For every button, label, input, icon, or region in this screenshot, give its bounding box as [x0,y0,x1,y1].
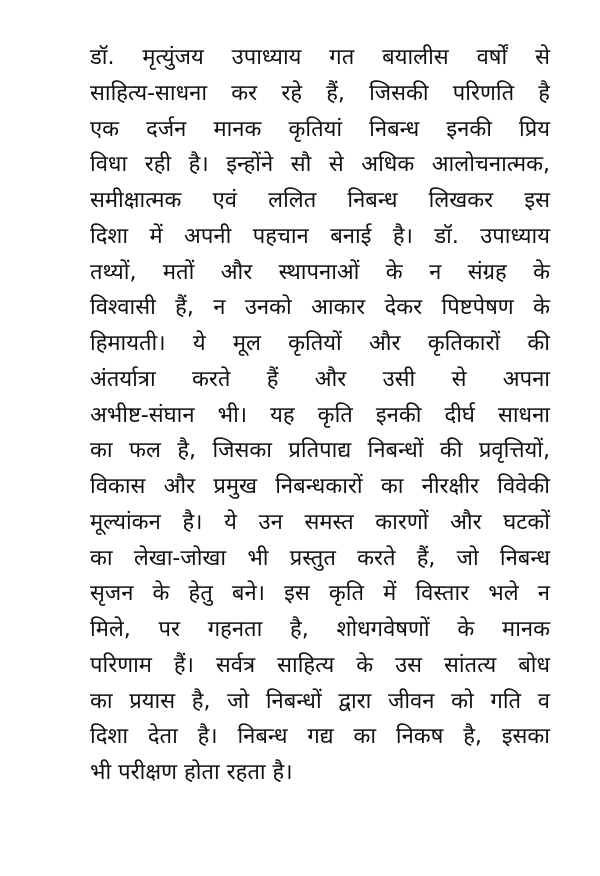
text-line: एक दर्जन मानक कृतियां निबन्ध इनकी प्रिय [90,116,550,142]
text-line: मिले, पर गहनता है, शोधगवेषणों के मानक [90,617,550,642]
text-line: समीक्षात्मक एवं ललित निबन्ध लिखकर इस [90,188,550,213]
text-line: परिणाम हैं। सर्वत्र साहित्य के उस सांतत्य बोध [90,652,550,678]
text-line: हिमायती। ये मूल कृतियों और कृतिकारों की [90,331,550,356]
text-line: साहित्य-साधना कर रहे हैं, जिसकी परिणति है [90,80,550,106]
text-line: विश्वासी हैं, न उनको आकार देकर पिष्टपेषण के [90,295,550,321]
text-line: का लेखा-जोखा भी प्रस्तुत करते हैं, जो निबन्ध [90,545,550,571]
text-line: सृजन के हेतु बने। इस कृति में विस्तार भले न [90,581,550,607]
text-line: भी परीक्षण होता रहता है। [90,760,293,785]
text-line: तथ्यों, मतों और स्थापनाओं के न संग्रह के [90,259,550,285]
text-line: विकास और प्रमुख निबन्धकारों का नीरक्षीर विवेकी [90,474,550,499]
text-line: का फल है, जिसका प्रतिपाद्य निबन्धों की प्रवृत्तियों, [90,438,550,464]
body-paragraph [90,40,550,791]
text-line: दिशा देता है। निबन्ध गद्य का निकष है, इसका [90,724,550,750]
text-line: का प्रयास है, जो निबन्धों द्वारा जीवन को गति व [90,688,550,714]
text-line: दिशा में अपनी पहचान बनाई है। डॉ. उपाध्याय [90,223,550,249]
text-line: डॉ. मृत्युंजय उपाध्याय गत बयालीस वर्षों से [90,45,550,70]
text-line: अभीष्ट-संघान भी। यह कृति इनकी दीर्घ साधना [90,402,550,428]
text-line: विधा रही है। इन्होंने सौ से अधिक आलोचनात्मक, [90,152,550,178]
text-line: अंतर्यात्रा करते हैं और उसी से अपना [90,366,550,392]
text-line: मूल्यांकन है। ये उन समस्त कारणों और घटकों [90,509,550,535]
